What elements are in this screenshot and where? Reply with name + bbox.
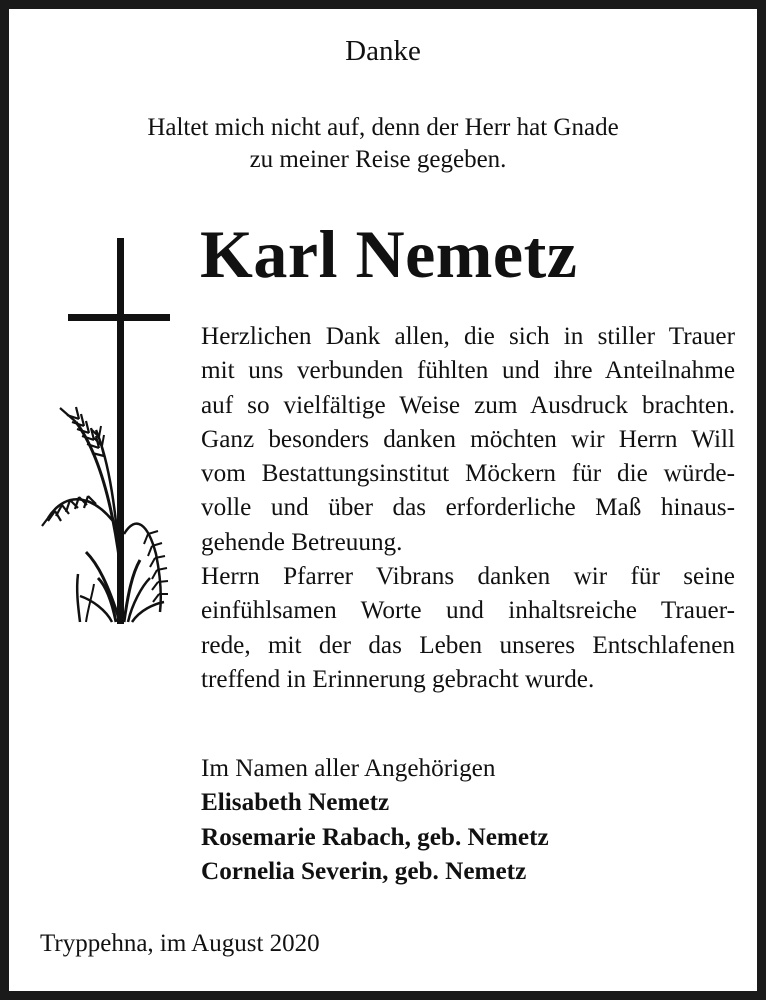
signatory-name: Cornelia Severin, geb. Nemetz: [201, 857, 527, 885]
text-line: Herzlichen Dank allen, die sich in stiller Trauer: [201, 323, 735, 350]
text-line: Ganz besonders danken möchten wir Herrn Will: [201, 425, 735, 453]
signatory-name: Rosemarie Rabach, geb. Nemetz: [201, 823, 549, 851]
text-line: gehende Betreuung.: [201, 528, 403, 556]
verse-line: Haltet mich nicht auf, denn der Herr hat Gnade: [147, 114, 619, 141]
text-line: mit uns verbunden fühlten und ihre Anteilnahme: [201, 357, 735, 385]
text-line: auf so vielfältige Weise zum Ausdruck brachten.: [201, 391, 735, 419]
text-line: vom Bestattungsinstitut Möckern für die würde-: [201, 460, 735, 488]
text-line: volle und über das erforderliche Maß hinaus-: [201, 494, 735, 522]
text-line: Herrn Pfarrer Vibrans danken wir für seine: [201, 563, 735, 591]
place-and-date: Tryppehna, im August 2020: [40, 930, 320, 957]
text-line: einfühlsamen Worte und inhaltsreiche Trauer-: [201, 597, 735, 625]
signatory-name: Elisabeth Nemetz: [201, 789, 390, 817]
thank-you-text: [201, 320, 735, 697]
signoff-block: [201, 752, 549, 889]
deceased-name: Karl Nemetz: [200, 216, 578, 292]
bible-verse: [0, 112, 766, 176]
text-line: rede, mit der das Leben unseres Entschlafenen: [201, 631, 735, 659]
notice-heading: Danke: [345, 35, 421, 67]
signoff-intro: Im Namen aller Angehörigen: [201, 755, 496, 782]
verse-line: zu meiner Reise gegeben.: [249, 146, 507, 173]
text-line: treffend in Erinnerung gebracht wurde.: [201, 665, 595, 693]
cross-with-wheat-icon: [36, 234, 176, 626]
